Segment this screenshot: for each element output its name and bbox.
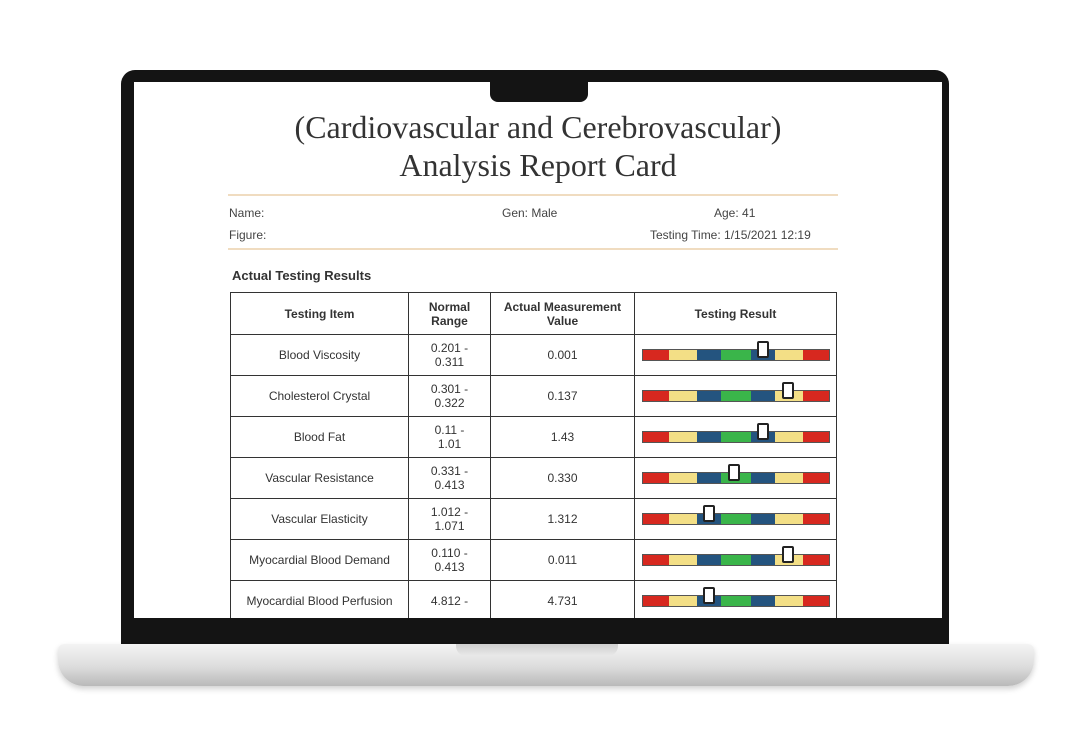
measurement-value-cell: 0.011 — [491, 540, 635, 581]
gender-field: Gen: Male — [502, 206, 558, 220]
measurement-value-cell: 4.731 — [491, 581, 635, 619]
gauge-marker — [757, 341, 769, 358]
laptop-hinge-lip — [456, 644, 618, 656]
table-row — [231, 458, 837, 499]
measurement-value-cell: 0.330 — [491, 458, 635, 499]
table-header-row — [231, 293, 837, 335]
result-gauge — [642, 554, 830, 566]
testing-result-cell — [635, 376, 837, 417]
result-gauge — [642, 513, 830, 525]
gauge-marker — [782, 382, 794, 399]
testing-item-cell: Vascular Resistance — [231, 458, 409, 499]
measurement-value-cell: 0.137 — [491, 376, 635, 417]
result-gauge — [642, 472, 830, 484]
table-row — [231, 417, 837, 458]
camera-notch — [490, 82, 588, 102]
age-field: Age: 41 — [714, 206, 756, 220]
report-title-line-1: (Cardiovascular and Cerebrovascular) — [294, 109, 782, 145]
table-row — [231, 540, 837, 581]
gauge-marker — [782, 546, 794, 563]
normal-range-cell: 0.301 - 0.322 — [409, 376, 491, 417]
table-row — [231, 376, 837, 417]
header-testing-item: Testing Item — [231, 293, 409, 335]
normal-range-cell: 0.201 - 0.311 — [409, 335, 491, 376]
header-measurement-value: Actual Measurement Value — [491, 293, 635, 335]
normal-range-cell: 4.812 - — [409, 581, 491, 619]
normal-range-cell: 0.110 - 0.413 — [409, 540, 491, 581]
testing-item-cell: Myocardial Blood Demand — [231, 540, 409, 581]
testing-result-cell — [635, 540, 837, 581]
testing-item-cell: Blood Viscosity — [231, 335, 409, 376]
measurement-value-cell: 0.001 — [491, 335, 635, 376]
bottom-divider — [228, 248, 838, 250]
testing-item-cell: Myocardial Blood Perfusion — [231, 581, 409, 619]
result-gauge — [642, 595, 830, 607]
normal-range-cell: 1.012 - 1.071 — [409, 499, 491, 540]
testing-item-cell: Vascular Elasticity — [231, 499, 409, 540]
testing-item-cell: Cholesterol Crystal — [231, 376, 409, 417]
testing-result-cell — [635, 458, 837, 499]
name-label: Name: — [229, 206, 265, 220]
measurement-value-cell: 1.43 — [491, 417, 635, 458]
result-gauge — [642, 349, 830, 361]
header-normal-range: Normal Range — [409, 293, 491, 335]
table-row — [231, 499, 837, 540]
testing-result-cell — [635, 417, 837, 458]
testing-result-cell — [635, 335, 837, 376]
laptop-screen — [134, 82, 942, 618]
figure-label: Figure: — [229, 228, 267, 242]
testing-result-cell — [635, 581, 837, 619]
header-testing-result: Testing Result — [635, 293, 837, 335]
top-divider — [228, 194, 838, 196]
gauge-marker — [728, 464, 740, 481]
section-heading: Actual Testing Results — [232, 268, 372, 283]
result-gauge — [642, 390, 830, 402]
table-row — [231, 335, 837, 376]
results-table — [230, 292, 837, 618]
testing-time: Testing Time: 1/15/2021 12:19 — [650, 228, 811, 242]
gauge-marker — [757, 423, 769, 440]
measurement-value-cell: 1.312 — [491, 499, 635, 540]
gauge-marker — [703, 505, 715, 522]
table-row — [231, 581, 837, 619]
normal-range-cell: 0.11 - 1.01 — [409, 417, 491, 458]
testing-item-cell: Blood Fat — [231, 417, 409, 458]
testing-result-cell — [635, 499, 837, 540]
report-title-line-2: Analysis Report Card — [399, 147, 677, 183]
gauge-marker — [703, 587, 715, 604]
result-gauge — [642, 431, 830, 443]
report-title — [134, 108, 942, 184]
normal-range-cell: 0.331 - 0.413 — [409, 458, 491, 499]
